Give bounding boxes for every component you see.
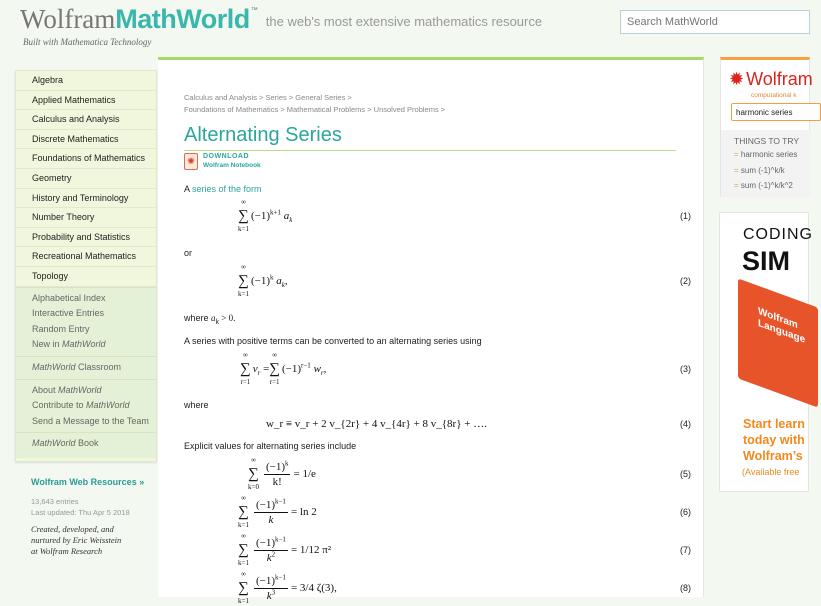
equation-number: (8): [680, 583, 691, 593]
equation-2: ∞ ∑ k=1 $(-1)^k$ $a_k$,: [238, 263, 288, 298]
link-alphabetical-index[interactable]: Alphabetical Index: [32, 292, 106, 303]
upper: ∞: [240, 570, 246, 578]
text: where: [184, 313, 212, 323]
paragraph: or: [184, 248, 193, 258]
link-classroom[interactable]: MathWorld Classroom: [32, 361, 122, 372]
article: [158, 57, 704, 605]
ad-cta: [743, 416, 805, 464]
sum-symbol: [238, 570, 249, 606]
rhs: = 3/4 ζ(3),: [290, 582, 337, 594]
equation-number: (2): [680, 276, 691, 286]
wolfram-alpha-input[interactable]: [731, 103, 821, 121]
link-send-message[interactable]: Send a Message to the Team: [32, 415, 149, 426]
sigma: ∑: [238, 580, 249, 596]
sigma: ∑: [238, 542, 249, 558]
ad-headline: SIM: [742, 246, 791, 276]
lower: k=1: [238, 290, 249, 298]
logo: [20, 4, 542, 35]
rhs: = 1/e: [293, 468, 316, 480]
paragraph: [184, 312, 235, 324]
logo-mathworld[interactable]: MathWorld: [115, 4, 250, 34]
equation-number: (6): [680, 507, 691, 517]
credit-line: nurtured by Eric Weisstein: [31, 535, 122, 545]
link-random-entry[interactable]: Random Entry: [32, 323, 90, 334]
lower: k=1: [238, 597, 249, 605]
lower: k=1: [238, 559, 249, 567]
sum-symbol: [238, 198, 249, 234]
header: [0, 0, 800, 55]
text: A: [184, 184, 193, 194]
sidebar: [15, 70, 157, 462]
logo-wolfram[interactable]: Wolfram: [20, 4, 116, 34]
sidebar-item-discrete-mathematics[interactable]: Discrete Mathematics: [16, 130, 156, 150]
sidebar-item-number-theory[interactable]: Number Theory: [16, 208, 156, 228]
sidebar-item-foundations-of-mathematics[interactable]: Foundations of Mathematics: [16, 149, 156, 169]
page-title: Alternating Series: [184, 124, 342, 146]
upper: ∞: [240, 494, 246, 502]
try-label: harmonic series: [740, 150, 798, 159]
cta-line: Wolfram’s: [743, 449, 803, 463]
paragraph: where: [184, 400, 209, 410]
lower: k=1: [238, 225, 249, 233]
download-label: DOWNLOAD: [203, 153, 249, 160]
ad-banner[interactable]: [719, 212, 813, 492]
try-item[interactable]: = sum (-1)^k/k^2: [734, 181, 793, 190]
equation-1: ∞ ∑ k=1 $(-1)^{k+1}$ $a_k$: [238, 198, 293, 233]
wolfram-alpha-widget: [720, 57, 813, 197]
equation-8: ∞ ∑ k=1 $\frac{(-1)^{k-1}}{k^3}$ = 3/4 ζ(3),: [238, 570, 337, 605]
wolfram-alpha-logo[interactable]: [729, 68, 815, 90]
link-interactive-entries[interactable]: Interactive Entries: [32, 308, 105, 319]
try-label: sum (-1)^k/k^2: [740, 181, 793, 190]
math: > 0.: [219, 313, 236, 323]
sigma: ∑: [240, 361, 251, 377]
sidebar-item-geometry[interactable]: Geometry: [16, 169, 156, 189]
entries-count: 13,643 entries: [31, 497, 79, 506]
breadcrumb[interactable]: Calculus and Analysis > Series > General Series >: [184, 93, 352, 102]
sum-symbol: [269, 351, 280, 387]
spikey-icon: ✹: [729, 69, 745, 89]
tagline: the web's most extensive mathematics resource: [265, 14, 543, 29]
paragraph: A series with positive terms can be converted to an alternating series using: [184, 336, 482, 346]
sum-symbol: [238, 532, 249, 568]
sum-symbol: [240, 351, 251, 387]
sigma: ∑: [248, 466, 259, 482]
sidebar-item-probability-and-statistics[interactable]: Probability and Statistics: [16, 228, 156, 248]
equation-6: ∞ ∑ k=1 $\frac{(-1)^{k-1}}{k}$ = ln 2: [238, 494, 317, 529]
sum-symbol: [248, 456, 259, 492]
sum-symbol: [238, 263, 249, 299]
lower: r=1: [269, 378, 280, 386]
cta-line: Start learn: [743, 417, 805, 431]
things-to-try-heading: THINGS TO TRY: [734, 136, 800, 146]
ad-headline: CODING: [743, 226, 813, 243]
sigma: ∑: [238, 273, 249, 289]
things-to-try: [721, 130, 811, 197]
lower: r=1: [240, 378, 251, 386]
search-input[interactable]: [620, 10, 810, 34]
lower: k=1: [238, 521, 249, 529]
sidebar-item-topology[interactable]: Topology: [16, 267, 156, 287]
link-about[interactable]: About MathWorld: [32, 384, 102, 395]
equation-number: (4): [680, 419, 691, 429]
sidebar-item-algebra[interactable]: Algebra: [16, 71, 156, 91]
trademark: ™: [250, 7, 258, 14]
sigma: ∑: [238, 208, 249, 224]
upper: ∞: [272, 351, 278, 359]
notebook-icon: ✺: [184, 153, 198, 170]
breadcrumb[interactable]: Foundations of Mathematics > Mathematical Problems > Unsolved Problems >: [184, 105, 446, 114]
link-new-in-mathworld[interactable]: New in MathWorld: [32, 339, 106, 350]
sidebar-item-history-and-terminology[interactable]: History and Terminology: [16, 189, 156, 209]
equation-number: (7): [680, 545, 691, 555]
equation-number: (3): [680, 364, 691, 374]
equation-4: w_r ≡ v_r + 2 v_{2r} + 4 v_{4r} + 8 v_{8r} + ….: [266, 418, 487, 430]
upper: ∞: [240, 263, 246, 271]
try-item[interactable]: = sum (-1)^k/k: [734, 165, 785, 175]
upper: ∞: [242, 351, 248, 359]
sidebar-item-applied-mathematics[interactable]: Applied Mathematics: [16, 91, 156, 111]
last-updated: Last updated: Thu Apr 5 2018: [31, 508, 130, 517]
cta-line: today with: [743, 433, 805, 447]
sigma: ∑: [269, 361, 280, 377]
series-link[interactable]: series of the form: [192, 184, 262, 194]
sidebar-item-recreational-mathematics[interactable]: Recreational Mathematics: [16, 247, 156, 267]
paragraph: [184, 183, 262, 195]
logo-text: Wolfram: [746, 69, 813, 89]
equation-number: (1): [680, 211, 691, 221]
math: a: [211, 313, 216, 323]
equation-7: ∞ ∑ k=1 $\frac{(-1)^{k-1}}{k^2}$ = 1/12 π²: [238, 532, 332, 567]
credit: [31, 524, 121, 557]
equation-number: (5): [680, 469, 691, 479]
credit-line: Created, developed, and: [31, 524, 114, 534]
math: k: [215, 318, 220, 326]
upper: ∞: [250, 456, 256, 464]
equation-5: ∞ ∑ k=0 $\frac{(-1)^k}{k!}$ = 1/e: [248, 456, 316, 491]
upper: ∞: [240, 198, 246, 206]
link-contribute[interactable]: Contribute to MathWorld: [32, 400, 130, 411]
sigma: ∑: [238, 504, 249, 520]
upper: ∞: [240, 532, 246, 540]
rhs: = 1/12 π²: [290, 544, 332, 556]
try-item[interactable]: = harmonic series: [734, 150, 798, 159]
link-book[interactable]: MathWorld Book: [32, 438, 99, 449]
site-stats: [31, 496, 130, 518]
ad-note: (Available free: [742, 467, 800, 477]
divider: [184, 150, 676, 151]
credit-line: at Wolfram Research: [31, 546, 103, 556]
paragraph: Explicit values for alternating series include: [184, 441, 357, 451]
sublogo: Built with Mathematica Technology: [23, 37, 152, 47]
equation-3: ∞ ∑ r=1 $v_r$ = ∞ ∑ r=1 $(-1)^{r-1}$ $w_r$,: [240, 351, 327, 386]
wolfram-alpha-tagline: computational k: [751, 92, 797, 99]
sidebar-item-calculus-and-analysis[interactable]: Calculus and Analysis: [16, 110, 156, 130]
book-image: Wolfram Language: [738, 278, 818, 407]
notebook-label: Wolfram Notebook: [203, 162, 261, 169]
lower: k=0: [248, 483, 259, 491]
sum-symbol: [238, 494, 249, 530]
rhs: = ln 2: [290, 506, 317, 518]
try-label: sum (-1)^k/k: [740, 165, 785, 175]
wolfram-web-resources-link[interactable]: Wolfram Web Resources »: [31, 477, 145, 487]
